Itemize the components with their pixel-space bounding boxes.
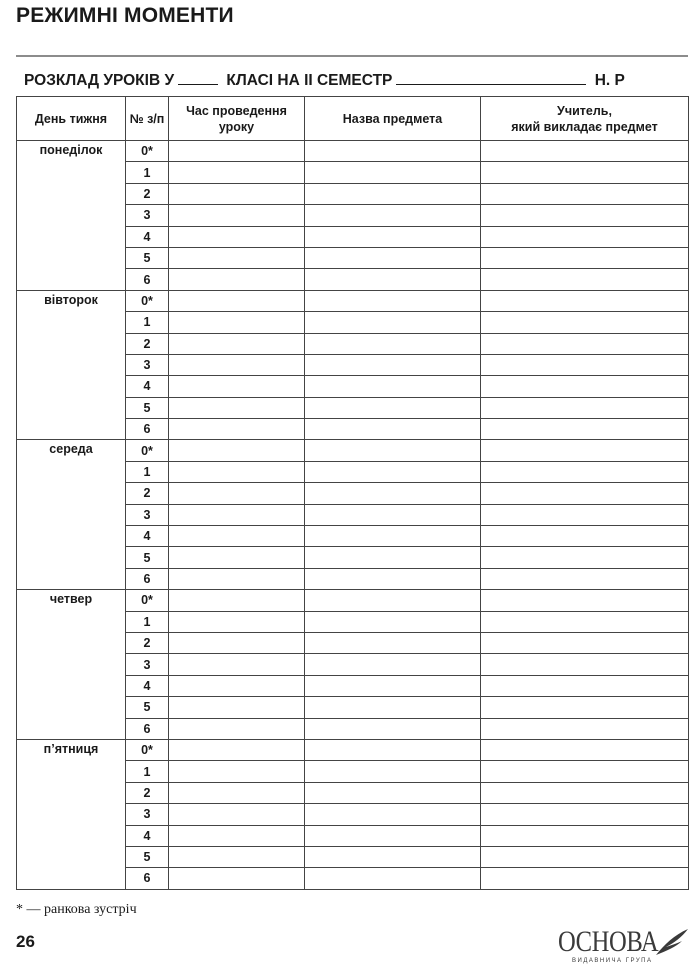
- subject-cell[interactable]: [305, 483, 481, 504]
- teacher-cell[interactable]: [481, 739, 689, 760]
- subject-cell[interactable]: [305, 504, 481, 525]
- subject-cell[interactable]: [305, 718, 481, 739]
- title-divider: [16, 55, 688, 57]
- teacher-cell[interactable]: [481, 782, 689, 803]
- teacher-cell[interactable]: [481, 547, 689, 568]
- time-cell[interactable]: [169, 226, 305, 247]
- time-cell[interactable]: [169, 312, 305, 333]
- lesson-number-cell: 2: [126, 183, 169, 204]
- time-cell[interactable]: [169, 568, 305, 589]
- lesson-number-cell: 3: [126, 804, 169, 825]
- teacher-cell[interactable]: [481, 269, 689, 290]
- teacher-cell[interactable]: [481, 205, 689, 226]
- lesson-number-cell: 2: [126, 782, 169, 803]
- subject-cell[interactable]: [305, 312, 481, 333]
- time-cell[interactable]: [169, 354, 305, 375]
- subject-cell[interactable]: [305, 654, 481, 675]
- teacher-cell[interactable]: [481, 226, 689, 247]
- lesson-number-cell: 5: [126, 397, 169, 418]
- table-row: [17, 141, 689, 162]
- subject-cell[interactable]: [305, 675, 481, 696]
- subject-cell[interactable]: [305, 183, 481, 204]
- lesson-number-cell: 5: [126, 547, 169, 568]
- subject-cell[interactable]: [305, 461, 481, 482]
- teacher-cell[interactable]: [481, 504, 689, 525]
- teacher-cell[interactable]: [481, 183, 689, 204]
- time-cell[interactable]: [169, 590, 305, 611]
- table-row: [17, 739, 689, 760]
- teacher-cell[interactable]: [481, 846, 689, 867]
- lesson-number-cell: 2: [126, 483, 169, 504]
- lesson-number-cell: 1: [126, 162, 169, 183]
- subject-cell[interactable]: [305, 761, 481, 782]
- lesson-number-cell: 5: [126, 247, 169, 268]
- lesson-number-cell: 6: [126, 868, 169, 889]
- time-cell[interactable]: [169, 632, 305, 653]
- subject-cell[interactable]: [305, 739, 481, 760]
- subject-cell[interactable]: [305, 590, 481, 611]
- subject-cell[interactable]: [305, 825, 481, 846]
- publisher-logo: [558, 925, 690, 967]
- lesson-number-cell: 0*: [126, 739, 169, 760]
- subject-cell[interactable]: [305, 611, 481, 632]
- time-header-line-1: Час проведення: [186, 103, 287, 118]
- subject-cell[interactable]: [305, 782, 481, 803]
- subject-cell[interactable]: [305, 547, 481, 568]
- lesson-number-cell: 4: [126, 825, 169, 846]
- day-cell: понеділок: [17, 141, 126, 291]
- subject-cell[interactable]: [305, 269, 481, 290]
- subject-cell[interactable]: [305, 419, 481, 440]
- subject-cell[interactable]: [305, 162, 481, 183]
- subject-header: Назва предмета: [305, 97, 481, 141]
- day-cell: п’ятниця: [17, 739, 126, 889]
- day-cell: четвер: [17, 590, 126, 740]
- teacher-cell[interactable]: [481, 483, 689, 504]
- logo-word: ОСНОВА: [558, 925, 659, 958]
- lesson-number-cell: 6: [126, 269, 169, 290]
- schedule-body: [17, 141, 689, 890]
- subject-cell[interactable]: [305, 868, 481, 889]
- lesson-number-cell: 5: [126, 846, 169, 867]
- teacher-cell[interactable]: [481, 312, 689, 333]
- teacher-cell[interactable]: [481, 333, 689, 354]
- lesson-number-cell: 6: [126, 718, 169, 739]
- teacher-cell[interactable]: [481, 761, 689, 782]
- teacher-header-line-1: Учитель,: [557, 103, 612, 118]
- time-cell[interactable]: [169, 290, 305, 311]
- teacher-cell[interactable]: [481, 162, 689, 183]
- teacher-cell[interactable]: [481, 354, 689, 375]
- day-cell: середа: [17, 440, 126, 590]
- subject-cell[interactable]: [305, 804, 481, 825]
- lesson-number-cell: 3: [126, 354, 169, 375]
- lesson-number-cell: 4: [126, 376, 169, 397]
- teacher-header: [481, 97, 689, 141]
- table-row: [17, 290, 689, 311]
- page-title: РЕЖИМНІ МОМЕНТИ: [16, 4, 234, 27]
- lesson-number-cell: 6: [126, 419, 169, 440]
- subject-cell[interactable]: [305, 397, 481, 418]
- lesson-number-cell: 0*: [126, 590, 169, 611]
- lesson-number-cell: 2: [126, 632, 169, 653]
- lesson-number-cell: 3: [126, 654, 169, 675]
- subject-cell[interactable]: [305, 290, 481, 311]
- time-cell[interactable]: [169, 419, 305, 440]
- time-cell[interactable]: [169, 205, 305, 226]
- table-row: [17, 440, 689, 461]
- time-cell[interactable]: [169, 761, 305, 782]
- lesson-number-cell: 2: [126, 333, 169, 354]
- subject-cell[interactable]: [305, 697, 481, 718]
- time-cell[interactable]: [169, 397, 305, 418]
- lesson-number-cell: 0*: [126, 141, 169, 162]
- schedule-subtitle: [24, 70, 684, 90]
- footnote: * — ранкова зустріч: [16, 902, 137, 917]
- lesson-number-cell: 3: [126, 205, 169, 226]
- time-cell[interactable]: [169, 718, 305, 739]
- time-cell[interactable]: [169, 654, 305, 675]
- lesson-number-cell: 6: [126, 568, 169, 589]
- time-cell[interactable]: [169, 162, 305, 183]
- lesson-number-cell: 1: [126, 461, 169, 482]
- teacher-cell[interactable]: [481, 568, 689, 589]
- day-cell: вівторок: [17, 290, 126, 440]
- time-cell[interactable]: [169, 183, 305, 204]
- teacher-cell[interactable]: [481, 611, 689, 632]
- time-cell[interactable]: [169, 504, 305, 525]
- feather-icon: [654, 927, 690, 957]
- time-cell[interactable]: [169, 739, 305, 760]
- time-cell[interactable]: [169, 333, 305, 354]
- teacher-cell[interactable]: [481, 804, 689, 825]
- lesson-number-cell: 4: [126, 675, 169, 696]
- class-blank: [178, 70, 218, 85]
- lesson-number-cell: 4: [126, 226, 169, 247]
- time-cell[interactable]: [169, 547, 305, 568]
- teacher-cell[interactable]: [481, 825, 689, 846]
- number-header: № з/п: [126, 97, 169, 141]
- time-cell[interactable]: [169, 675, 305, 696]
- lesson-number-cell: 5: [126, 697, 169, 718]
- lesson-number-cell: 3: [126, 504, 169, 525]
- teacher-cell[interactable]: [481, 247, 689, 268]
- subject-cell[interactable]: [305, 141, 481, 162]
- lesson-number-cell: 1: [126, 312, 169, 333]
- subtitle-part-1: РОЗКЛАД УРОКІВ У: [24, 72, 175, 89]
- teacher-cell[interactable]: [481, 654, 689, 675]
- lesson-number-cell: 1: [126, 611, 169, 632]
- time-header-line-2: уроку: [218, 119, 255, 134]
- time-cell[interactable]: [169, 825, 305, 846]
- year-blank: [396, 70, 586, 85]
- teacher-cell[interactable]: [481, 440, 689, 461]
- teacher-cell[interactable]: [481, 868, 689, 889]
- teacher-cell[interactable]: [481, 718, 689, 739]
- subject-cell[interactable]: [305, 632, 481, 653]
- teacher-cell[interactable]: [481, 632, 689, 653]
- teacher-cell[interactable]: [481, 397, 689, 418]
- time-cell[interactable]: [169, 483, 305, 504]
- teacher-cell[interactable]: [481, 419, 689, 440]
- header-row: [17, 97, 689, 141]
- table-row: [17, 590, 689, 611]
- lesson-number-cell: 0*: [126, 440, 169, 461]
- day-header: День тижня: [17, 97, 126, 141]
- time-cell[interactable]: [169, 461, 305, 482]
- time-cell[interactable]: [169, 247, 305, 268]
- teacher-cell[interactable]: [481, 376, 689, 397]
- logo-subtitle: ВИДАВНИЧА ГРУПА: [572, 958, 653, 964]
- time-cell[interactable]: [169, 804, 305, 825]
- time-cell[interactable]: [169, 440, 305, 461]
- time-cell[interactable]: [169, 376, 305, 397]
- teacher-cell[interactable]: [481, 697, 689, 718]
- teacher-header-line-2: який викладає предмет: [511, 119, 658, 134]
- time-cell[interactable]: [169, 782, 305, 803]
- subject-cell[interactable]: [305, 205, 481, 226]
- subject-cell[interactable]: [305, 440, 481, 461]
- time-cell[interactable]: [169, 141, 305, 162]
- subtitle-part-3: Н. Р: [594, 72, 625, 89]
- subject-cell[interactable]: [305, 376, 481, 397]
- lesson-number-cell: 0*: [126, 290, 169, 311]
- teacher-cell[interactable]: [481, 461, 689, 482]
- subject-cell[interactable]: [305, 354, 481, 375]
- time-cell[interactable]: [169, 697, 305, 718]
- time-header: [169, 97, 305, 141]
- subject-cell[interactable]: [305, 333, 481, 354]
- teacher-cell[interactable]: [481, 590, 689, 611]
- teacher-cell[interactable]: [481, 290, 689, 311]
- time-cell[interactable]: [169, 868, 305, 889]
- teacher-cell[interactable]: [481, 526, 689, 547]
- subject-cell[interactable]: [305, 846, 481, 867]
- subject-cell[interactable]: [305, 247, 481, 268]
- time-cell[interactable]: [169, 269, 305, 290]
- time-cell[interactable]: [169, 611, 305, 632]
- teacher-cell[interactable]: [481, 675, 689, 696]
- time-cell[interactable]: [169, 846, 305, 867]
- subject-cell[interactable]: [305, 226, 481, 247]
- subject-cell[interactable]: [305, 526, 481, 547]
- time-cell[interactable]: [169, 526, 305, 547]
- subject-cell[interactable]: [305, 568, 481, 589]
- teacher-cell[interactable]: [481, 141, 689, 162]
- lesson-number-cell: 4: [126, 526, 169, 547]
- lesson-number-cell: 1: [126, 761, 169, 782]
- subtitle-part-2: КЛАСІ НА ІІ СЕМЕСТР: [226, 72, 393, 89]
- page-number: 26: [16, 932, 35, 951]
- schedule-table: [16, 96, 689, 890]
